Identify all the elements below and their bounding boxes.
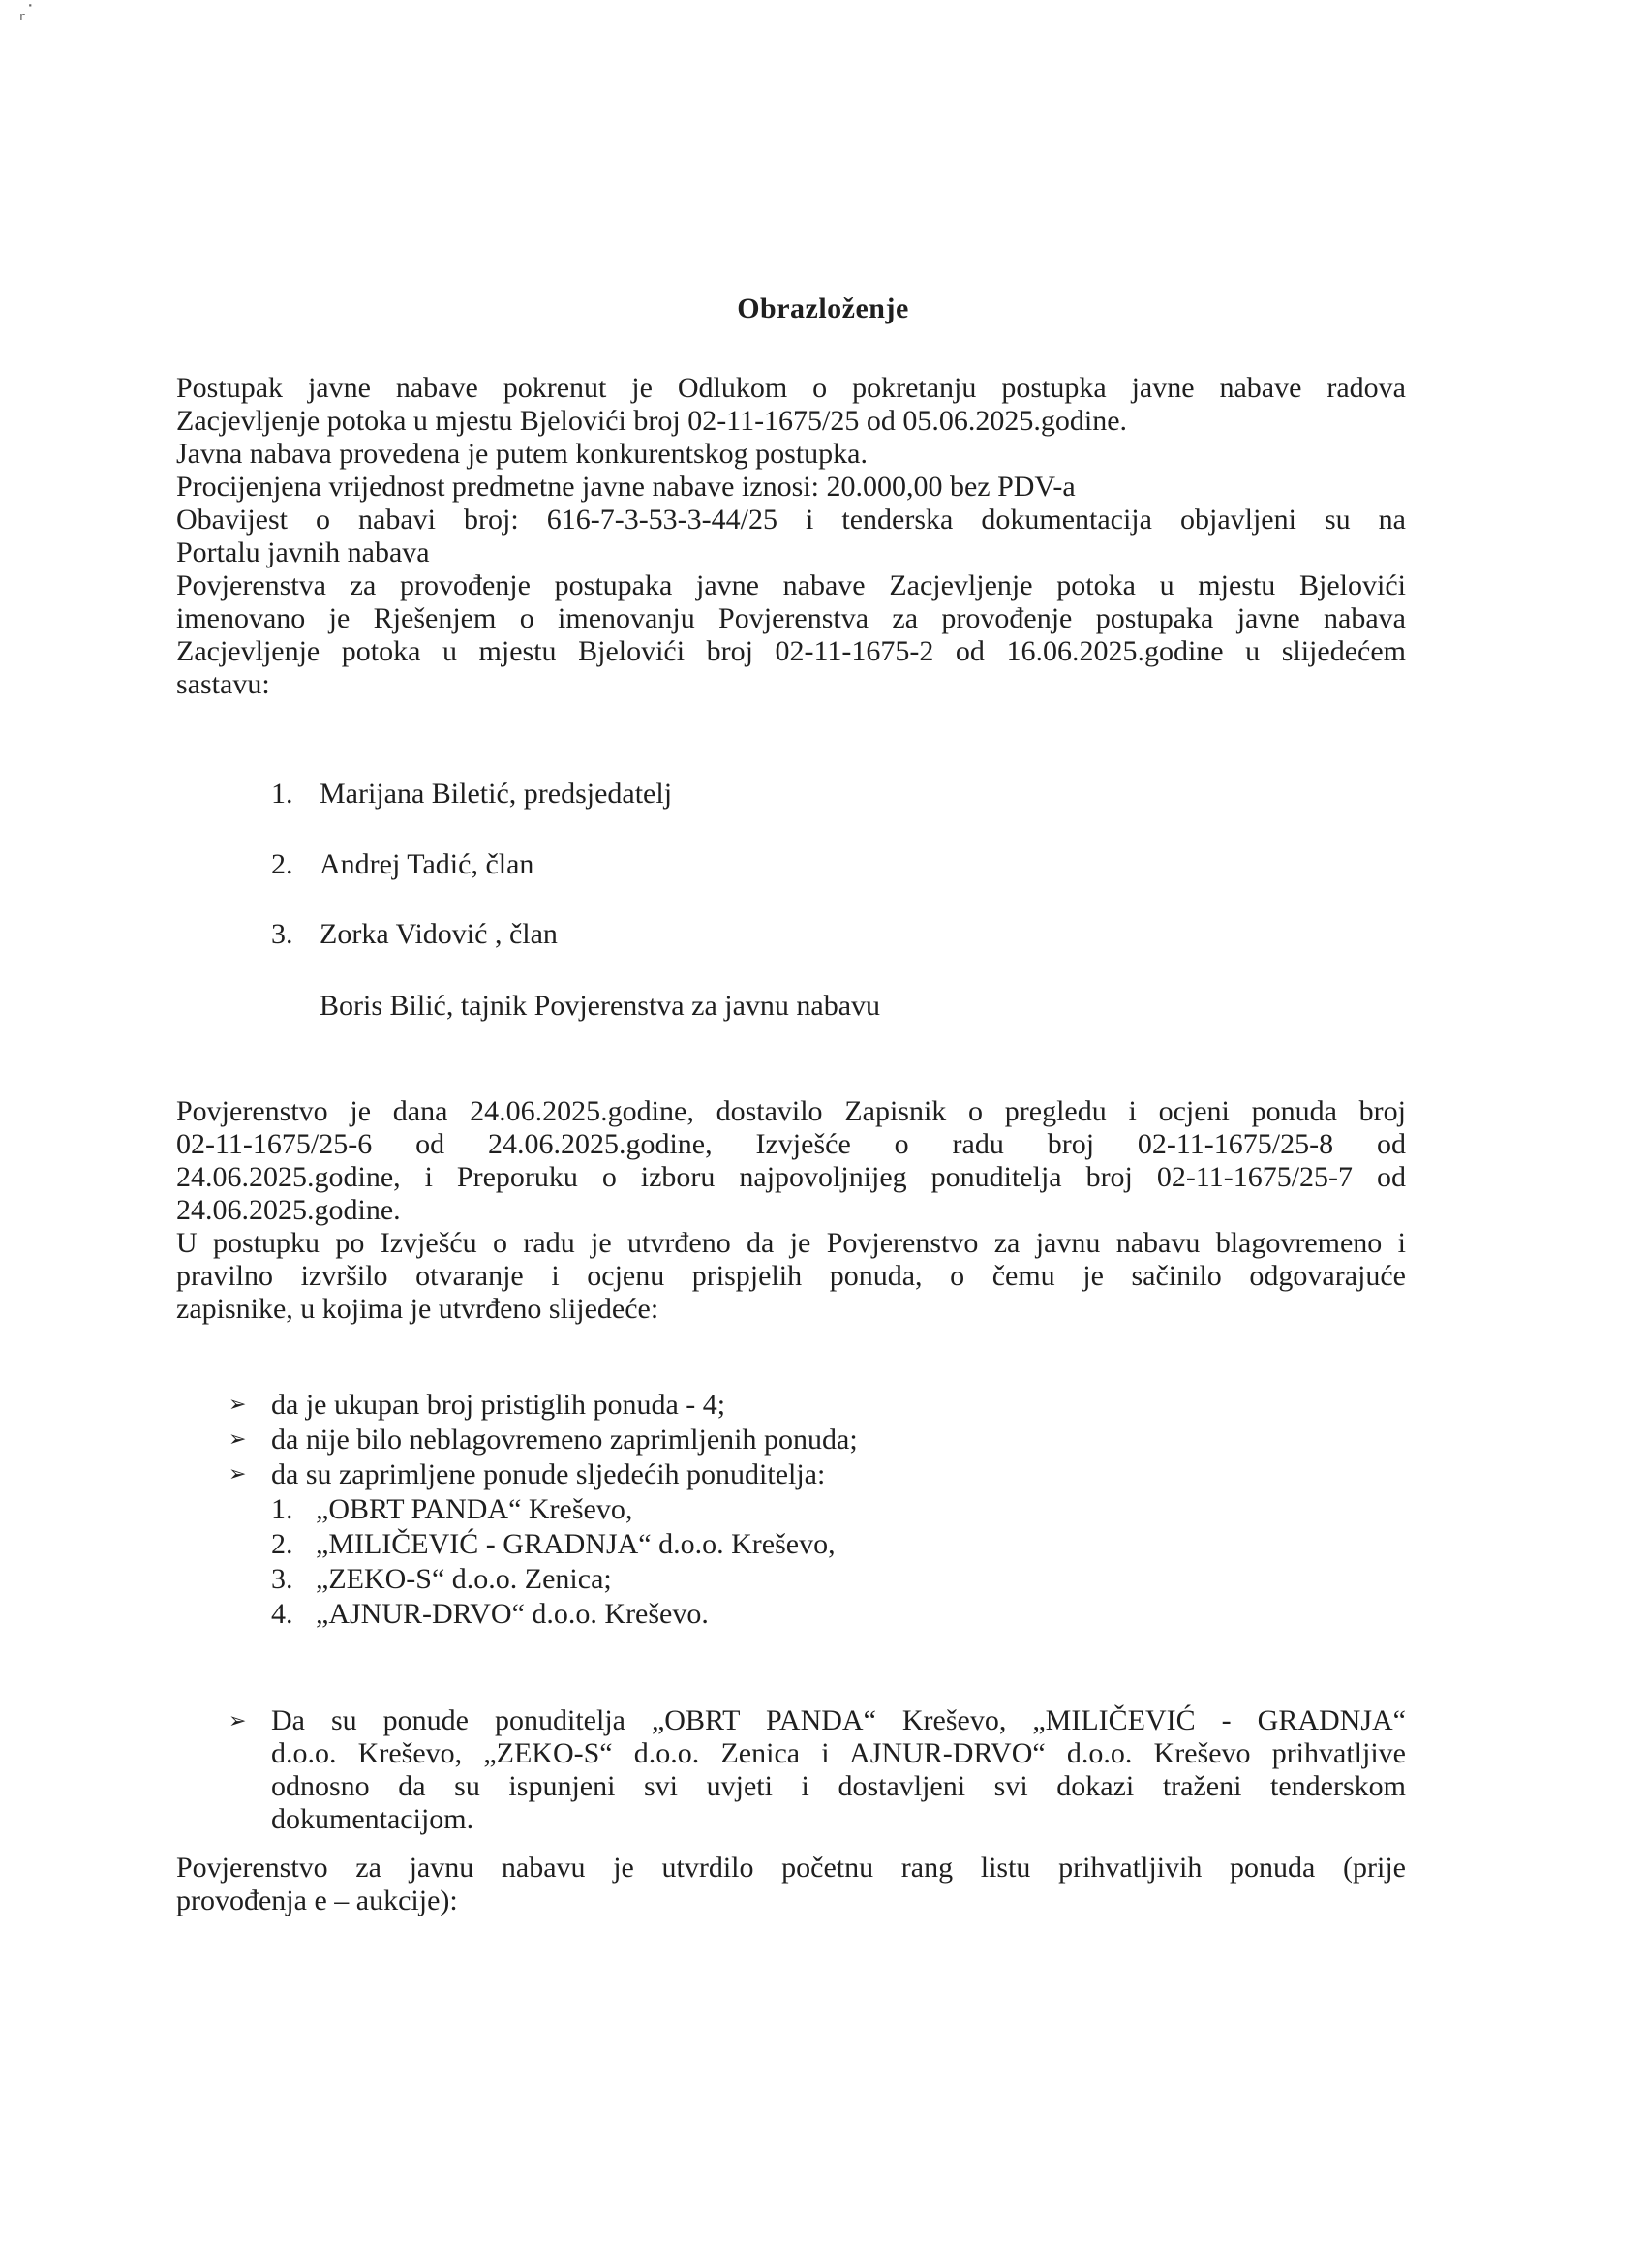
bidder-text: „AJNUR-DRVO“ d.o.o. Kreševo. [316, 1598, 709, 1630]
intro-line: Portalu javnih nabava [176, 536, 430, 568]
intro-line: sastavu: [176, 668, 270, 700]
acceptance-line: odnosno da su ispunjeni svi uvjeti i dostavljeni svi dokazi traženi tenderskom [271, 1770, 1406, 1802]
document-title: Obrazloženje [737, 292, 909, 324]
bidder-item [271, 1562, 1406, 1597]
member-item [271, 848, 533, 881]
arrowhead-bullet-icon: ➢ [229, 1427, 247, 1452]
member-number: 1. [271, 778, 293, 810]
intro-line: Povjerenstva za provođenje postupaka javne nabave Zacjevljenje potoka u mjestu Bjelovići [176, 569, 1406, 601]
secretary-line: Boris Bilić, tajnik Povjerenstva za javnu nabavu [320, 990, 881, 1022]
bidder-number: 4. [271, 1598, 293, 1630]
report-line: U postupku po Izvješću o radu je utvrđeno da je Povjerenstvo za javnu nabavu blagovremeno i [176, 1227, 1406, 1259]
report-line: 24.06.2025.godine. [176, 1194, 401, 1226]
scan-mark-icon: ᵣ˙ [19, 2, 36, 26]
bidder-text: „MILIČEVIĆ - GRADNJA“ d.o.o. Kreševo, [316, 1528, 836, 1560]
bidder-text: „ZEKO-S“ d.o.o. Zenica; [316, 1563, 612, 1595]
finding-item [229, 1388, 1406, 1423]
closing-paragraph [176, 1852, 1406, 1917]
member-item [271, 778, 672, 811]
closing-line: Povjerenstvo za javnu nabavu je utvrdilo početnu rang listu prihvatljivih ponuda (prije [176, 1852, 1406, 1884]
arrowhead-bullet-icon: ➢ [229, 1393, 247, 1417]
bidder-item [271, 1597, 1406, 1632]
finding-text: da nije bilo neblagovremeno zaprimljenih ponuda; [271, 1424, 858, 1456]
findings-list [229, 1388, 1406, 1632]
intro-line: Zacjevljenje potoka u mjestu Bjelovići broj 02-11-1675/25 od 05.06.2025.godine. [176, 405, 1128, 437]
acceptance-text [271, 1704, 1406, 1836]
intro-line: imenovano je Rješenjem o imenovanju Povjerenstva za provođenje postupaka javne nabava [176, 602, 1406, 634]
member-item [271, 918, 558, 951]
intro-line: Procijenjena vrijednost predmetne javne nabave iznosi: 20.000,00 bez PDV-a [176, 471, 1076, 503]
acceptance-list [229, 1704, 1406, 1836]
bidders-list [271, 1492, 1406, 1632]
finding-item [229, 1457, 1406, 1492]
member-text: Zorka Vidović , član [320, 918, 558, 950]
intro-paragraph [176, 372, 1406, 701]
bidder-number: 1. [271, 1493, 293, 1525]
bidder-number: 2. [271, 1528, 293, 1560]
report-paragraph [176, 1095, 1406, 1326]
bidder-text: „OBRT PANDA“ Kreševo, [316, 1493, 633, 1525]
acceptance-item [229, 1704, 1406, 1836]
finding-text: da je ukupan broj pristiglih ponuda - 4; [271, 1389, 726, 1421]
bidder-item [271, 1492, 1406, 1527]
report-line: 02-11-1675/25-6 od 24.06.2025.godine, Izvješće o radu broj 02-11-1675/25-8 od [176, 1128, 1406, 1160]
acceptance-line: dokumentacijom. [271, 1803, 474, 1835]
report-line: Povjerenstvo je dana 24.06.2025.godine, dostavilo Zapisnik o pregledu i ocjeni ponuda broj [176, 1095, 1406, 1127]
bidder-number: 3. [271, 1563, 293, 1595]
finding-text: da su zaprimljene ponude sljedećih ponuditelja: [271, 1458, 826, 1490]
report-line: pravilno izvršilo otvaranje i ocjenu prispjelih ponuda, o čemu je sačinilo odgovarajuće [176, 1260, 1406, 1292]
intro-line: Postupak javne nabave pokrenut je Odlukom o pokretanju postupka javne nabave radova [176, 372, 1406, 404]
finding-item [229, 1423, 1406, 1457]
bidder-item [271, 1527, 1406, 1562]
arrowhead-bullet-icon: ➢ [229, 1709, 247, 1733]
intro-line: Javna nabava provedena je putem konkurentskog postupka. [176, 438, 868, 470]
closing-line: provođenja e – aukcije): [176, 1885, 458, 1916]
member-number: 2. [271, 848, 293, 880]
acceptance-line: Da su ponude ponuditelja „OBRT PANDA“ Kreševo, „MILIČEVIĆ - GRADNJA“ [271, 1704, 1406, 1736]
report-line: zapisnike, u kojima je utvrđeno slijedeće: [176, 1293, 659, 1325]
acceptance-line: d.o.o. Kreševo, „ZEKO-S“ d.o.o. Zenica i AJNUR-DRVO“ d.o.o. Kreševo prihvatljive [271, 1737, 1406, 1769]
member-text: Marijana Biletić, predsjedatelj [320, 778, 673, 810]
report-line: 24.06.2025.godine, i Preporuku o izboru najpovoljnijeg ponuditelja broj 02-11-1675/25-7 od [176, 1161, 1406, 1193]
arrowhead-bullet-icon: ➢ [229, 1462, 247, 1486]
member-number: 3. [271, 918, 293, 950]
member-text: Andrej Tadić, član [320, 848, 534, 880]
intro-line: Obavijest o nabavi broj: 616-7-3-53-3-44/25 i tenderska dokumentacija objavljeni su na [176, 504, 1406, 536]
intro-line: Zacjevljenje potoka u mjestu Bjelovići broj 02-11-1675-2 od 16.06.2025.godine u slijedećem [176, 635, 1406, 667]
